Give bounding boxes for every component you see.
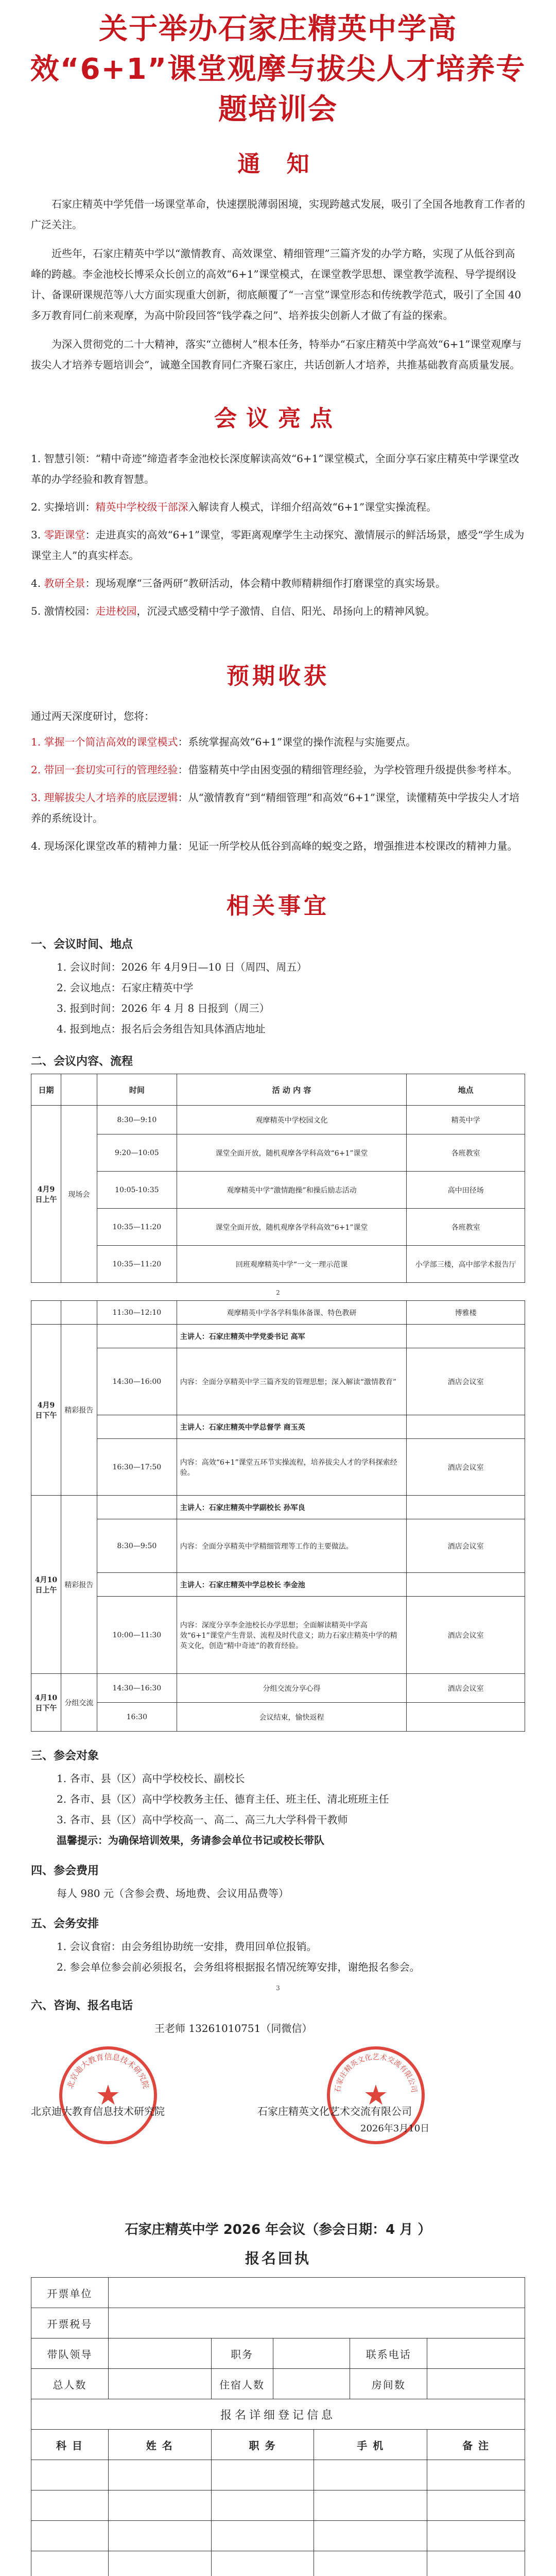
table-row <box>31 2460 525 2490</box>
table-row: 11:30—12:10 观摩精英中学各学科集体备课、特色教研 博雅楼 <box>31 1301 525 1325</box>
service-section-title: 五、会务安排 <box>31 1918 99 1930</box>
contact-section-title: 六、咨询、报名电话 <box>31 1999 133 2012</box>
seal-date: 2026年3月10日 <box>360 2123 430 2134</box>
page-number: 3 <box>276 1985 280 1992</box>
gain-item: 2. 带回一套切实可行的管理经验：借鉴精英中学由困变强的精细管理经验，为学校管理升级提供参考样本。 <box>31 764 518 776</box>
time-item: 2. 会议地点：石家庄精英中学 <box>57 981 194 994</box>
table-row: 4月9日上午 现场会 8:30—9:10 观摩精英中学校园文化 精英中学 <box>31 1106 525 1134</box>
page-title: 关于举办石家庄精英中学高效“6+1”课堂观摩与拔尖人才培养专题培训会 <box>30 12 526 126</box>
table-row: 16:30—17:50 内容：高效“6+1”课堂五环节实操流程，培养拔尖人才的学科探索经验。 酒店会议室 <box>31 1439 525 1496</box>
service-item: 2. 参会单位参会前必须报名，会务组将根据报名情况统筹安排，谢绝报名参会。 <box>57 1961 420 1973</box>
notice-para-1: 石家庄精英中学凭借一场课堂革命，快速摆脱薄弱困境，实现跨越式发展，吸引了全国各地教育工作者的广泛关注。 <box>31 198 525 231</box>
table-row: 带队领导 职务 联系电话 <box>31 2338 525 2369</box>
svg-text:石家庄精英文化艺术交流有限公司: 石家庄精英文化艺术交流有限公司 <box>333 2053 419 2093</box>
highlight-item: 2. 实操培训：精英中学校级干部深入解读育人模式，详细介绍高效“6+1”课堂实操流程。 <box>31 501 437 513</box>
notice-heading: 通 知 <box>237 151 319 177</box>
attendee-item: 2. 各市、县（区）高中学校教务主任、德育主任、班主任、清北班班主任 <box>57 1793 389 1805</box>
table-row: 10:35—11:20 回班观摩精英中学“一文一理示范课 小学部三楼，高中部学术报告厅 <box>31 1246 525 1283</box>
schedule-section-title: 二、会议内容、流程 <box>31 1055 133 1068</box>
schedule-date: 4月10日下午 <box>31 1674 61 1732</box>
table-row: 主讲人：石家庄精英中学总督学 商玉英 <box>31 1415 525 1439</box>
phone-field[interactable] <box>427 2338 525 2369</box>
highlight-item: 4. 教研全景：现场观摩“三备两研”教研活动，体会精中教师精耕细作打磨课堂的真实场景。 <box>31 577 446 589</box>
table-row: 9:20—10:05 课堂全面开放，随机观摩各学科高效“6+1”课堂 各班教室 <box>31 1134 525 1172</box>
schedule-header-row <box>31 1074 525 1106</box>
table-row: 8:30—9:50 内容：全面分享精英中学精细管理等工作的主要做法。 酒店会议室 <box>31 1519 525 1573</box>
schedule-type: 精彩报告 <box>61 1496 97 1674</box>
highlights-list <box>31 448 525 621</box>
attendee-item: 3. 各市、县（区）高中学校高一、高二、高三九大学科骨干教师 <box>57 1814 348 1826</box>
table-row: 10:00—11:30 内容：深度分享李金池校长办学思想；全面解读精英中学高效“6+1”课堂产生背景、流程及时代意义；助力石家庄精英中学的精英文化，创造“精中奇迹”的教育经验。 酒店会议室 <box>31 1597 525 1674</box>
table-row <box>31 2490 525 2521</box>
attendee-item: 1. 各市、县（区）高中学校校长、副校长 <box>57 1772 245 1785</box>
table-row: 科 目 姓 名 职 务 手 机 备 注 <box>31 2430 525 2460</box>
room-field[interactable] <box>427 2369 525 2399</box>
table-row: 4月10日上午 精彩报告 主讲人：石家庄精英中学副校长 孙军良 <box>31 1496 525 1519</box>
contact-text: 王老师 13261010751（同微信） <box>154 2022 312 2035</box>
schedule-header: 时间 <box>97 1074 177 1106</box>
schedule-date: 4月9日下午 <box>31 1325 61 1496</box>
gains-list <box>31 732 525 856</box>
fee-section-title: 四、参会费用 <box>31 1865 99 1877</box>
total-field[interactable] <box>108 2369 211 2399</box>
service-item: 1. 会议食宿：由会务组协助统一安排，费用回单位报销。 <box>57 1940 317 1953</box>
attendees-section-title: 三、参会对象 <box>31 1750 99 1762</box>
svg-text:★: ★ <box>95 2079 121 2111</box>
document <box>0 9 556 2576</box>
table-row: 4月10日下午 分组交流 14:30—16:30 分组交流分享心得 酒店会议室 <box>31 1674 525 1703</box>
unit-field[interactable] <box>108 2278 525 2308</box>
gain-item: 1. 掌握一个简洁高效的课堂模式：系统掌握高效“6+1”课堂的操作流程与实施要点。 <box>31 736 416 748</box>
left-seal-icon <box>57 2044 160 2147</box>
schedule-type: 分组交流 <box>61 1674 97 1732</box>
highlights-heading: 会议亮点 <box>214 405 342 432</box>
warm-tip: 温馨提示：为确保培训效果，务请参会单位书记或校长带队 <box>57 1834 324 1846</box>
page-number: 2 <box>276 1289 280 1296</box>
stay-field[interactable] <box>273 2369 350 2399</box>
notice-para-3: 为深入贯彻党的二十大精神，落实“立德树人”根本任务，特举办“石家庄精英中学高效“6+1”课堂观摩与拔尖人才培养专题培训会”，诚邀全国教育同仁齐聚石家庄，共话创新人才培养，共推基础教育高质量发展。 <box>31 338 522 371</box>
schedule-type: 现场会 <box>61 1106 97 1283</box>
svg-text:★: ★ <box>363 2079 389 2111</box>
highlight-item: 1. 智慧引领：“精中奇迹”缔造者李金池校长深度解读高效“6+1”课堂模式，全面分享石家庄精英中学课堂改革的办学经验和教育智慧。 <box>31 452 519 485</box>
table-row <box>31 2521 525 2551</box>
schedule-header: 日期 <box>31 1074 61 1106</box>
right-org: 石家庄精英文化艺术交流有限公司 <box>257 2105 412 2117</box>
schedule-table <box>31 1074 525 1283</box>
table-row: 开票单位 <box>31 2278 525 2308</box>
receipt-title: 石家庄精英中学 2026 年会议（参会日期：4 月 ） <box>125 2222 431 2238</box>
gains-intro: 通过两天深度研讨，您将： <box>31 710 154 722</box>
highlight-item: 5. 激情校园：走进校园，沉浸式感受精中学子激情、自信、阳光、昂扬向上的精神风貌。 <box>31 605 436 617</box>
schedule-date: 4月10日上午 <box>31 1496 61 1674</box>
left-org: 北京迪大教育信息技术研究院 <box>31 2105 165 2117</box>
schedule-table-cont <box>31 1300 525 1732</box>
leader-field[interactable] <box>108 2338 211 2369</box>
table-row <box>31 2551 525 2576</box>
highlight-item: 3. 零距课堂：走进真实的高效“6+1”课堂，零距离观摩学生主动探究、激情展示的鲜活场景，感受“学生成为课堂主人”的真实样态。 <box>31 529 525 562</box>
gains-heading: 预期收获 <box>227 663 329 689</box>
time-section-title: 一、会议时间、地点 <box>31 938 133 951</box>
gain-item: 3. 理解拔尖人才培养的底层逻辑：从“激情教育”到“精细管理”和高效“6+1”课堂，读懂精英中学拔尖人才培养的系统设计。 <box>31 791 520 824</box>
svg-text:北京迪大教育信息技术研究院: 北京迪大教育信息技术研究院 <box>65 2052 151 2090</box>
time-item: 1. 会议时间：2026 年 4月9日—10 日（周四、周五） <box>57 961 307 973</box>
receipt-subtitle: 报名回执 <box>245 2250 311 2267</box>
table-row: 14:30—16:00 内容：全面分享精英中学三篇齐发的管理思想；深入解读“激情教育” 酒店会议室 <box>31 1348 525 1415</box>
table-row: 4月9日下午 精彩报告 主讲人：石家庄精英中学党委书记 高军 <box>31 1325 525 1348</box>
table-row: 10:35—11:20 课堂全面开放，随机观摩各学科高效“6+1”课堂 各班教室 <box>31 1209 525 1246</box>
table-row: 16:30 会议结束，愉快返程 <box>31 1703 525 1732</box>
time-item: 4. 报到地点：报名后会务组告知具体酒店地址 <box>57 1023 266 1035</box>
table-row: 10:05-10:35 观摩精英中学“激情跑操”和操后励志活动 高中田径场 <box>31 1172 525 1209</box>
time-item: 3. 报到时间：2026 年 4 月 8 日报到（周三） <box>57 1002 270 1014</box>
table-row: 主讲人：石家庄精英中学总校长 李金池 <box>31 1573 525 1597</box>
schedule-date: 4月9日上午 <box>31 1106 61 1283</box>
table-row <box>31 2399 525 2430</box>
schedule-header: 地点 <box>407 1074 525 1106</box>
position-field[interactable] <box>273 2338 350 2369</box>
receipt-table <box>31 2277 525 2399</box>
detail-title: 报名详细登记信息 <box>31 2399 525 2430</box>
schedule-header: 活 动 内 容 <box>177 1074 406 1106</box>
table-row: 总人数 住宿人数 房间数 <box>31 2369 525 2399</box>
fee-text: 每人 980 元（含参会费、场地费、会议用品费等） <box>57 1887 289 1900</box>
table-row: 开票税号 <box>31 2308 525 2338</box>
matters-heading: 相关事宜 <box>227 893 329 919</box>
detail-table <box>31 2399 525 2576</box>
seal-area <box>31 2044 525 2167</box>
tax-field[interactable] <box>108 2308 525 2338</box>
gain-item: 4. 现场深化课堂改革的精神力量：见证一所学校从低谷到高峰的蜕变之路，增强推进本校课改的精神力量。 <box>31 840 518 852</box>
notice-para-2: 近些年，石家庄精英中学以“激情教育、高效课堂、精细管理”三篇齐发的办学方略，实现了从低谷到高峰的跨越。李金池校长博采众长创立的高效“6+1”课堂模式，在课堂教学思想、课堂教学流程、导学提纲设计、备课研课规范等八大方面实现重大创新，彻底颠覆了“一言堂”课堂形态和传统教学范式，吸引了全国 40 多万教育同仁前来观摩，为高中阶段回答“钱学森之问”、培养拔尖创新人才做了有益的探索。 <box>31 247 522 321</box>
schedule-type: 精彩报告 <box>61 1325 97 1496</box>
